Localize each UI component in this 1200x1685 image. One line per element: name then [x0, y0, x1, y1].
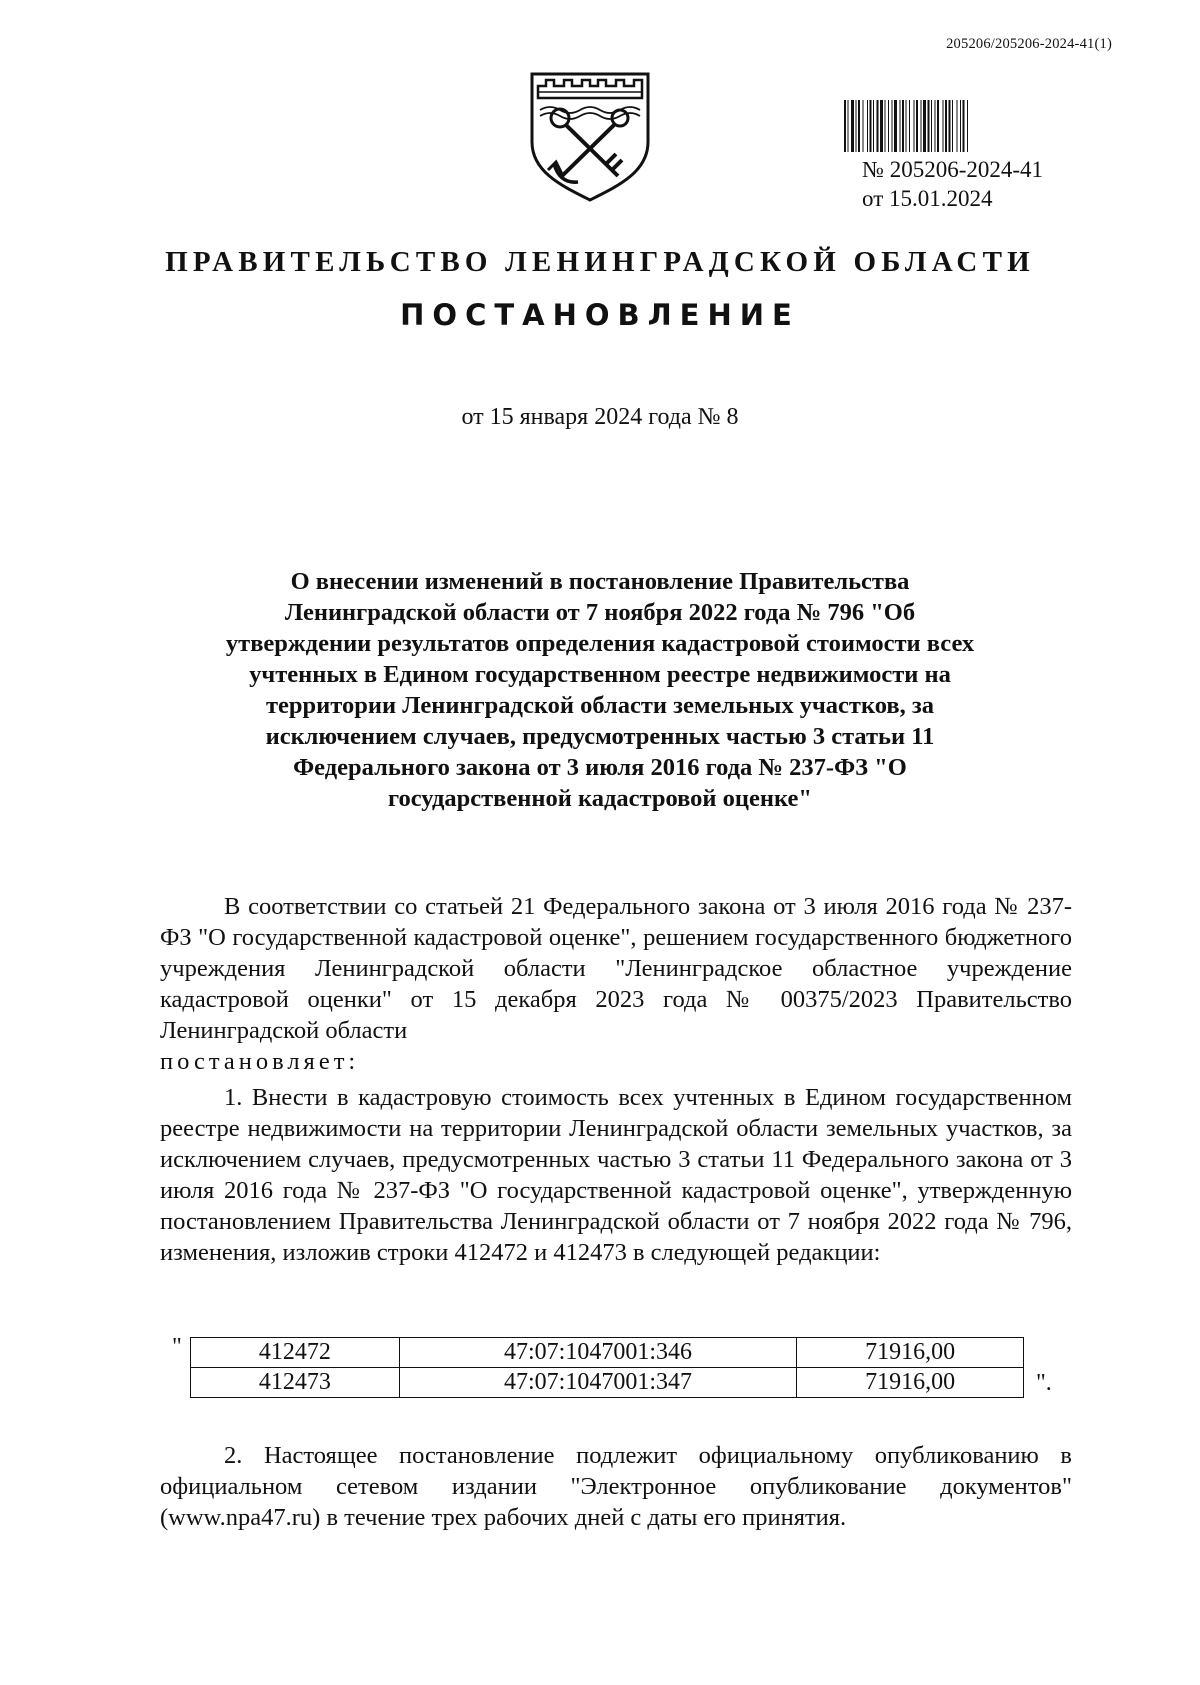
document-title: О внесении изменений в постановление Правительства Ленинградской области от 7 ноября 2022 года № 796 "Об утверждении результатов определения кадастровой стоимости всех учтенных в Едином государственном реестре недвижимости на территории Ленинградской области земельных участков, за исключением случаев, предусмотренных частью 3 статьи 11 Федерального закона от 3 июля 2016 года № 237-ФЗ "О государственной кадастровой оценке": [225, 568, 975, 812]
table-row: [191, 1368, 1024, 1398]
resolves-word: постановляет:: [160, 1048, 360, 1075]
barcode-icon: [842, 100, 1094, 152]
issuer-heading: ПРАВИТЕЛЬСТВО ЛЕНИНГРАДСКОЙ ОБЛАСТИ: [165, 246, 1035, 278]
cadastral-value-cell: 71916,00: [797, 1338, 1024, 1368]
item-1-section: [160, 1082, 1072, 1268]
item-2-section: [160, 1440, 1072, 1533]
preamble-paragraph: В соответствии со статьей 21 Федерального закона от 3 июля 2016 года № 237-ФЗ "О государственной кадастровой оценке", решением государственного бюджетного учреждения Ленинградской области "Ленинградское областное учреждение кадастровой оценки" от 15 декабря 2023 года № 00375/2023 Правительство Ленинградской области: [160, 893, 1072, 1044]
cadastral-rows-table: [190, 1337, 1024, 1398]
document-type-heading: ПОСТАНОВЛЕНИЕ: [400, 298, 800, 332]
table-open-quote: ": [172, 1334, 182, 1360]
registration-date: от 15.01.2024: [862, 186, 993, 211]
table-row: [191, 1338, 1024, 1368]
preamble-section: [160, 891, 1072, 1077]
table-close-quote: ".: [1036, 1370, 1052, 1396]
registration-block: [862, 155, 1043, 213]
cadastral-number-cell: 47:07:1047001:346: [399, 1338, 796, 1368]
row-number-cell: 412473: [191, 1368, 400, 1398]
item-2-paragraph: 2. Настоящее постановление подлежит официальному опубликованию в официальном сетевом издании "Электронное опубликование документов" (www.npa47.ru) в течение трех рабочих дней с даты его принятия.: [160, 1442, 1072, 1531]
document-date-number: от 15 января 2024 года № 8: [461, 404, 739, 430]
coat-of-arms-icon: [526, 64, 654, 202]
row-number-cell: 412472: [191, 1338, 400, 1368]
cadastral-value-cell: 71916,00: [797, 1368, 1024, 1398]
cadastral-number-cell: 47:07:1047001:347: [399, 1368, 796, 1398]
document-stamp-number: 205206/205206-2024-41(1): [946, 36, 1112, 52]
item-1-paragraph: 1. Внести в кадастровую стоимость всех учтенных в Едином государственном реестре недвижимости на территории Ленинградской области земельных участков, за исключением случаев, предусмотренных частью 3 статьи 11 Федерального закона от 3 июля 2016 года № 237-ФЗ "О государственной кадастровой оценке", утвержденную постановлением Правительства Ленинградской области от 7 ноября 2022 года № 796, изменения, изложив строки 412472 и 412473 в следующей редакции:: [160, 1084, 1072, 1266]
registration-number: № 205206-2024-41: [862, 157, 1044, 182]
